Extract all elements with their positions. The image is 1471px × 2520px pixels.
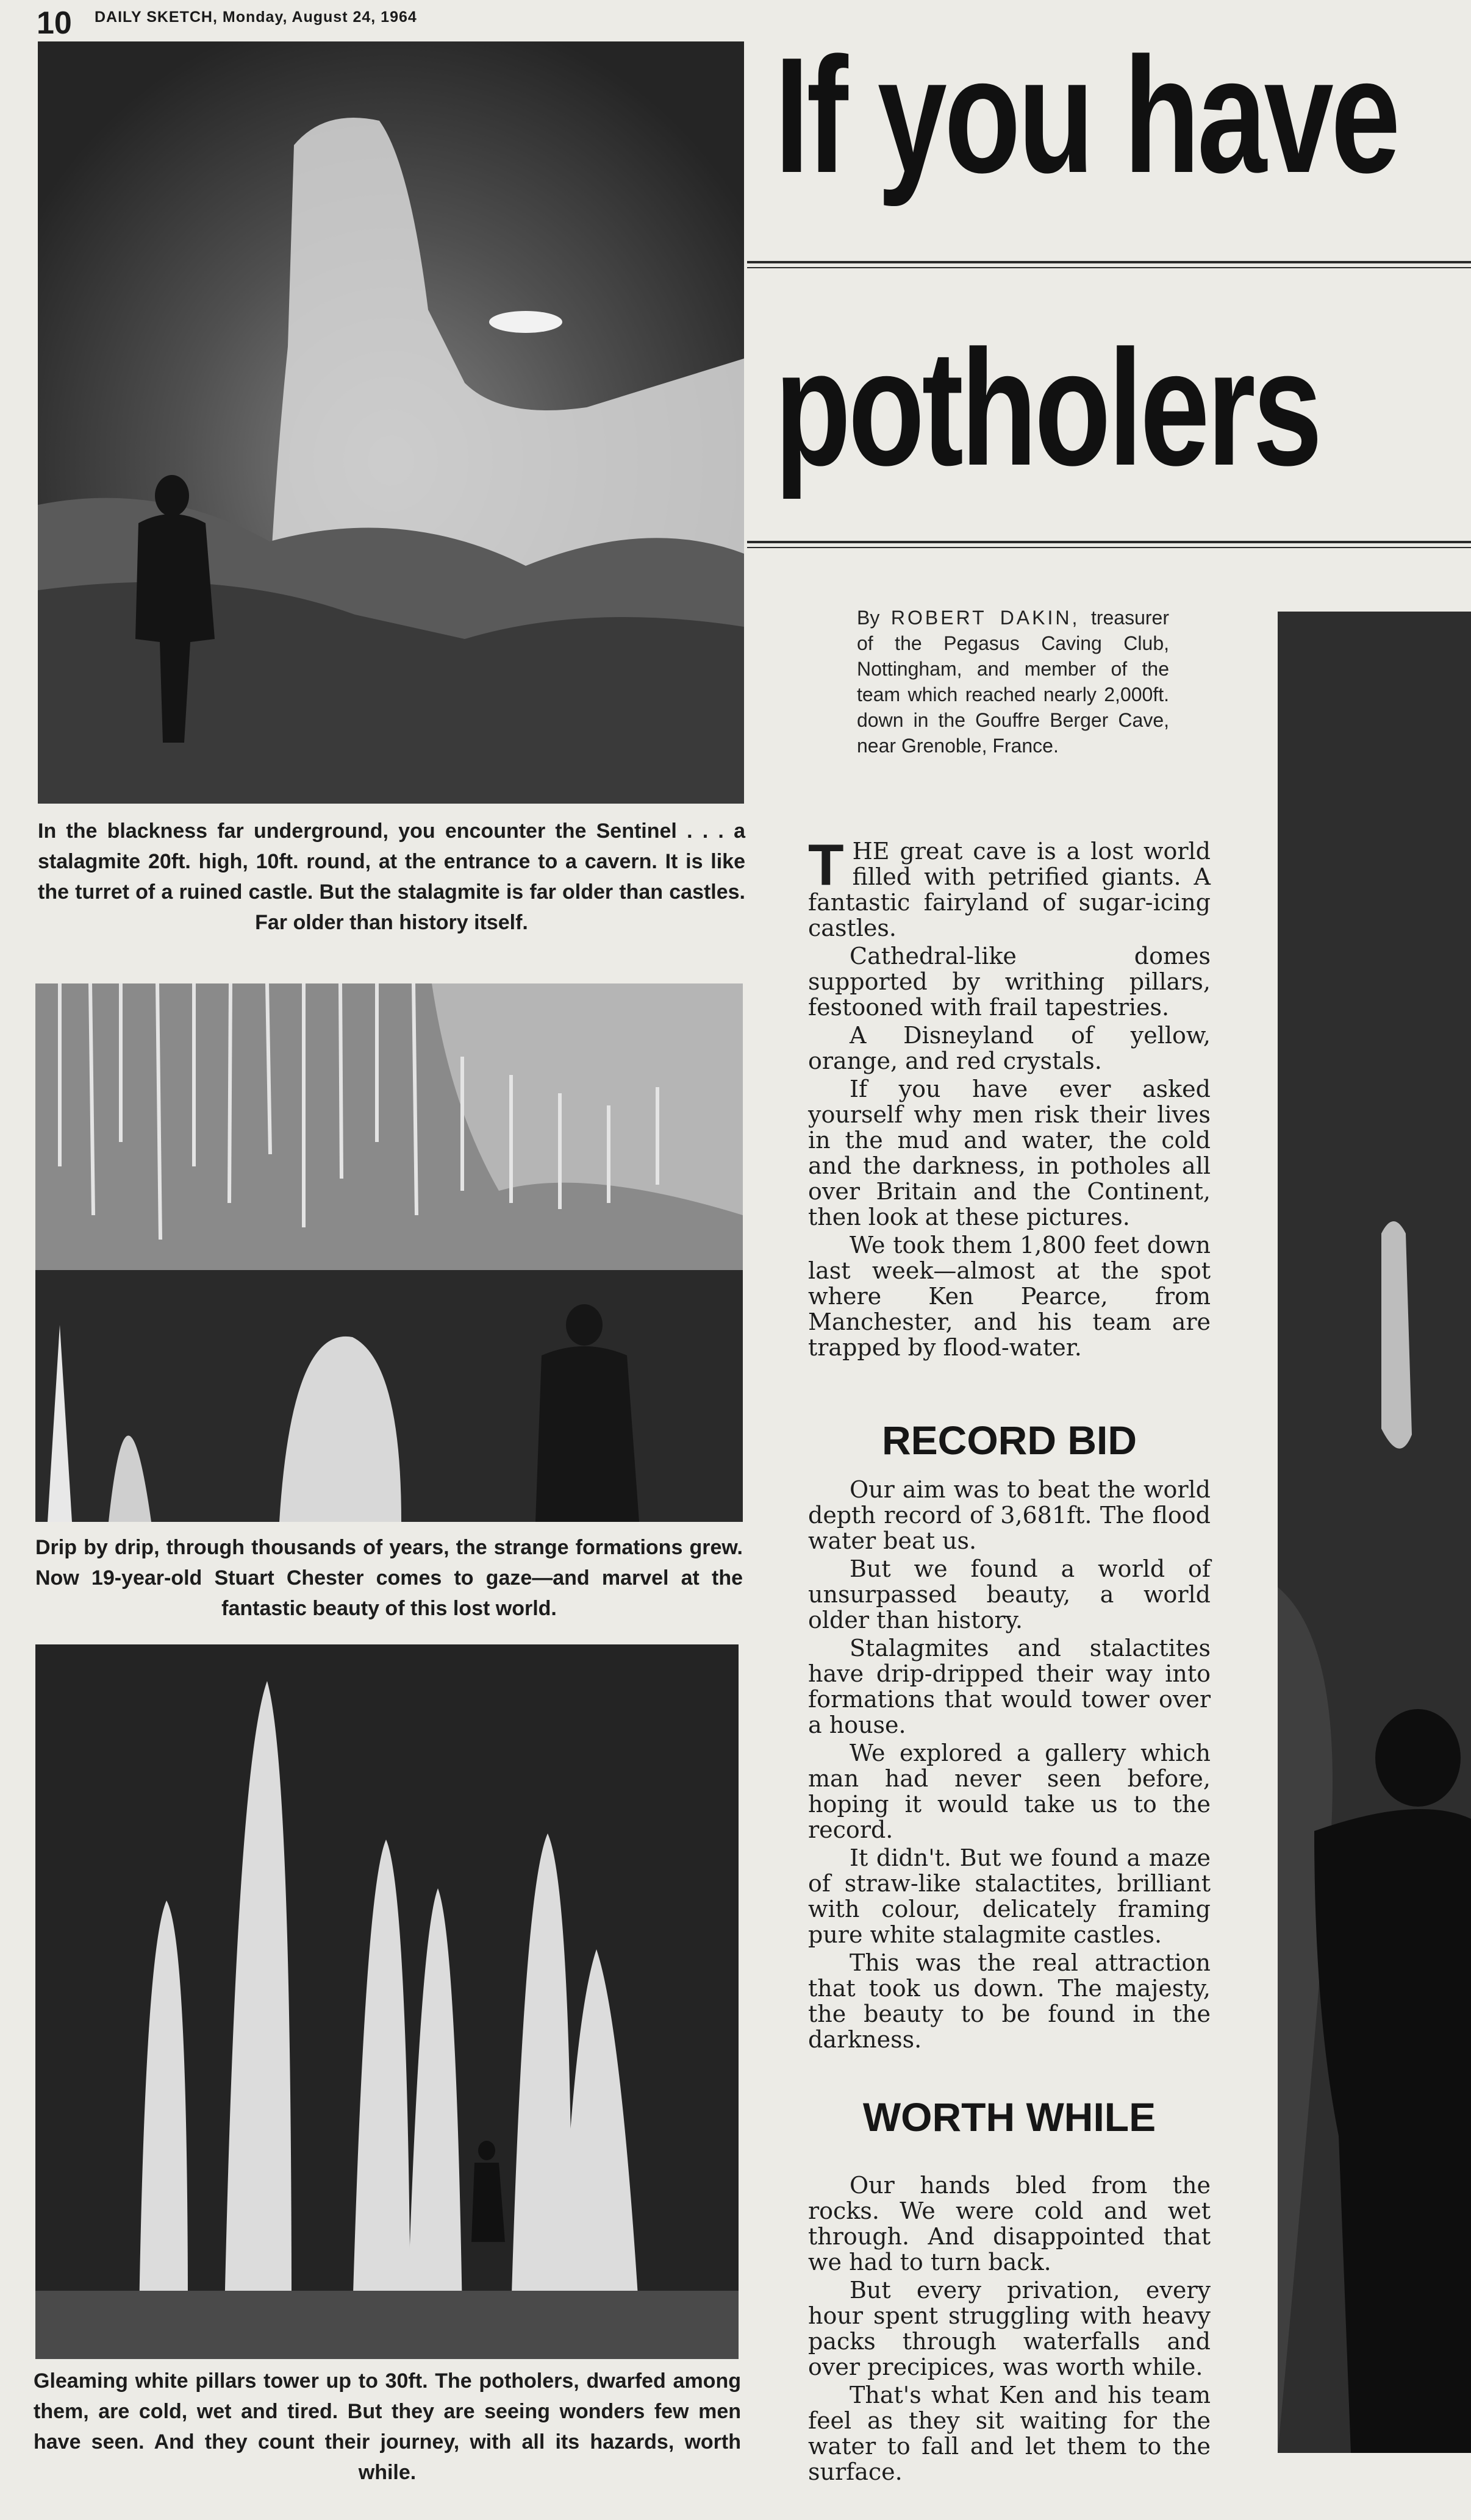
subhead-worth-while: WORTH WHILE — [862, 2094, 1156, 2140]
byline — [857, 605, 1169, 758]
article-paragraph: But every privation, every hour spent struggling with heavy packs through waterfalls and over precipices, was worth while. — [808, 2277, 1211, 2380]
stalactite-gallery-photo — [35, 983, 743, 1522]
article-paragraph: That's what Ken and his team feel as they sit waiting for the water to fall and let them to the surface. — [808, 2382, 1211, 2485]
article-column-part-1 — [808, 832, 1211, 1363]
sentinel-stalagmite-photo — [38, 41, 744, 804]
article-paragraph: Our aim was to beat the world depth record of 3,681ft. The flood water beat us. — [808, 1476, 1211, 1554]
byline-author: ROBERT DAKIN, — [890, 607, 1080, 629]
cropped-cave-photo — [1278, 612, 1471, 2453]
article-paragraph: This was the real attraction that took us down. The majesty, the beauty to be found in the darkness. — [808, 1949, 1211, 2053]
article-paragraph: If you have ever asked yourself why men risk their lives in the mud and water, the cold and the darkness, in potholes all over Britain and the Continent, then look at these pictures. — [808, 1076, 1211, 1230]
headline-rule — [747, 547, 1471, 548]
drip-photo-caption: Drip by drip, through thousands of years, the strange formations grew. Now 19-year-old Stuart Chester comes to gaze—and marvel at the fantastic beauty of this lost world. — [35, 1536, 743, 1620]
article-paragraph: We explored a gallery which man had never seen before, hoping it would take us to the record. — [808, 1740, 1211, 1843]
headline-line-2: potholers — [775, 316, 1320, 500]
byline-description: treasurer of the Pegasus Caving Club, Nottingham, and member of the team which reached nearly 2,000ft. down in the Gouffre Berger Cave, near Grenoble, France. — [857, 607, 1169, 757]
sentinel-photo-caption: In the blackness far underground, you encounter the Sentinel . . . a stalagmite 20ft. high, 10ft. round, at the entrance to a cavern. It is like the turret of a ruined castle. But the stalagmite is far older than castles. Far older than history itself. — [38, 819, 745, 934]
article-paragraph-text: HE great cave is a lost world filled with petrified giants. A fantastic fairyland of sugar-icing castles. — [808, 838, 1211, 941]
headline-line-1: If you have — [775, 24, 1398, 207]
article-paragraph: Cathedral-like domes supported by writhing pillars, festooned with frail tapestries. — [808, 943, 1211, 1021]
pillars-photo-caption: Gleaming white pillars tower up to 30ft. The potholers, dwarfed among them, are cold, wet and tired. But they are seeing wonders few men have seen. And they count their journey, with all its hazards, worth while. — [34, 2369, 741, 2484]
headline-rule — [747, 541, 1471, 543]
article-paragraph: We took them 1,800 feet down last week—almost at the spot where Ken Pearce, from Manchester, and his team are trapped by flood-water. — [808, 1232, 1211, 1361]
byline-by: By — [857, 607, 880, 629]
article-paragraph — [808, 832, 1211, 941]
drop-cap: T — [808, 832, 844, 898]
article-paragraph: Our hands bled from the rocks. We were cold and wet through. And disappointed that we had to turn back. — [808, 2172, 1211, 2275]
article-paragraph: A Disneyland of yellow, orange, and red crystals. — [808, 1022, 1211, 1074]
headline-rule — [747, 261, 1471, 263]
article-paragraph: It didn't. But we found a maze of straw-like stalactites, brilliant with colour, delicately framing pure white stalagmite castles. — [808, 1844, 1211, 1948]
article-paragraph: But we found a world of unsurpassed beauty, a world older than history. — [808, 1555, 1211, 1633]
article-paragraph: Stalagmites and stalactites have drip-dripped their way into formations that would tower over a house. — [808, 1635, 1211, 1738]
article-column-part-2 — [808, 1477, 1211, 2055]
folio-line: DAILY SKETCH, Monday, August 24, 1964 — [95, 9, 417, 26]
white-pillars-photo — [35, 1644, 739, 2359]
headline-rule — [747, 267, 1471, 268]
page-number: 10 — [37, 5, 72, 41]
subhead-record-bid: RECORD BID — [881, 1418, 1137, 1463]
article-column-part-3 — [808, 2172, 1211, 2487]
